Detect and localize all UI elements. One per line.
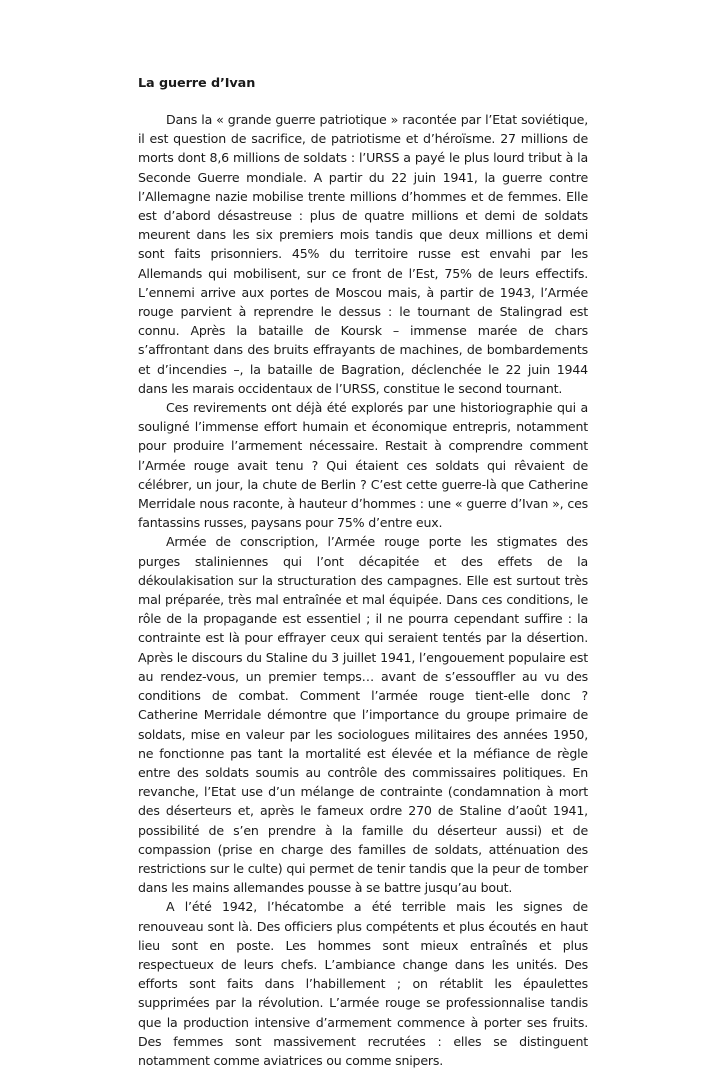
paragraph-3: Armée de conscription, l’Armée rouge porte les stigmates des purges staliniennes qui l’ont décapitée et des effets de la dékoulakisation sur la structuration des campagnes. Elle est surtout très mal préparée, très mal entraînée et mal équipée. Dans ces conditions, le rôle de la propagande est essentiel ; il ne pourra cependant suffire : la contrainte est là pour effrayer ceux qui seraient tentés par la désertion. Après le discours du Staline du 3 juillet 1941, l’engouement populaire est au rendez-vous, un premier temps… avant de s’essouffler au vu des conditions de combat. Comment l’armée rouge tient-elle donc ? Catherine Merridale démontre que l’importance du groupe primaire de soldats, mise en valeur par les sociologues militaires des années 1950, ne fonctionne pas tant la mortalité est élevée et la méfiance de règle entre des soldats soumis au contrôle des commissaires politiques. En revanche, l’Etat use d’un mélange de contrainte (condamnation à mort des déserteurs et, après le fameux ordre 270 de Staline d’août 1941, possibilité de s’en prendre à la famille du déserteur aussi) et de compassion (prise en charge des familles de soldats, atténuation des restrictions sur le culte) qui permet de tenir tandis que la peur de tomber dans les mains allemandes pousse à se battre jusqu’au bout. [138,534,588,896]
document-page [138,74,588,1070]
paragraph-4: A l’été 1942, l’hécatombe a été terrible mais les signes de renouveau sont là. Des officiers plus compétents et plus écoutés en haut lieu sont en poste. Les hommes sont mieux entraînés et plus respectueux de leurs chefs. L’ambiance change dans les unités. Des efforts sont faits dans l’habillement ; on rétablit les épaulettes supprimées par la révolution. L’armée rouge se professionnalise tandis que la production intensive d’armement commence à porter ses fruits. Des femmes sont massivement recrutées : elles se distinguent notamment comme aviatrices ou comme snipers. [138,899,588,1068]
paragraph-2: Ces revirements ont déjà été explorés par une historiographie qui a souligné l’immense effort humain et économique entrepris, notamment pour produire l’armement nécessaire. Restait à comprendre comment l’Armée rouge avait tenu ? Qui étaient ces soldats qui rêvaient de célébrer, un jour, la chute de Berlin ? C’est cette guerre-là que Catherine Merridale nous raconte, à hauteur d’hommes : une « guerre d’Ivan », ces fantassins russes, paysans pour 75% d’entre eux. [138,400,588,531]
paragraph-1: Dans la « grande guerre patriotique » racontée par l’Etat soviétique, il est question de sacrifice, de patriotisme et d’héroïsme. 27 millions de morts dont 8,6 millions de soldats : l’URSS a payé le plus lourd tribut à la Seconde Guerre mondiale. A partir du 22 juin 1941, la guerre contre l’Allemagne nazie mobilise trente millions d’hommes et de femmes. Elle est d’abord désastreuse : plus de quatre millions et demi de soldats meurent dans les six premiers mois tandis que deux millions et demi sont faits prisonniers. 45% du territoire russe est envahi par les Allemands qui mobilisent, sur ce front de l’Est, 75% de leurs effectifs. L’ennemi arrive aux portes de Moscou mais, à partir de 1943, l’Armée rouge parvient à reprendre le dessus : le tournant de Stalingrad est connu. Après la bataille de Koursk – immense marée de chars s’affrontant dans des bruits effrayants de machines, de bombardements et d’incendies –, la bataille de Bagration, déclenchée le 22 juin 1944 dans les marais occidentaux de l’URSS, constitue le second tournant. [138,112,588,396]
article-title: La guerre d’Ivan [138,76,256,91]
